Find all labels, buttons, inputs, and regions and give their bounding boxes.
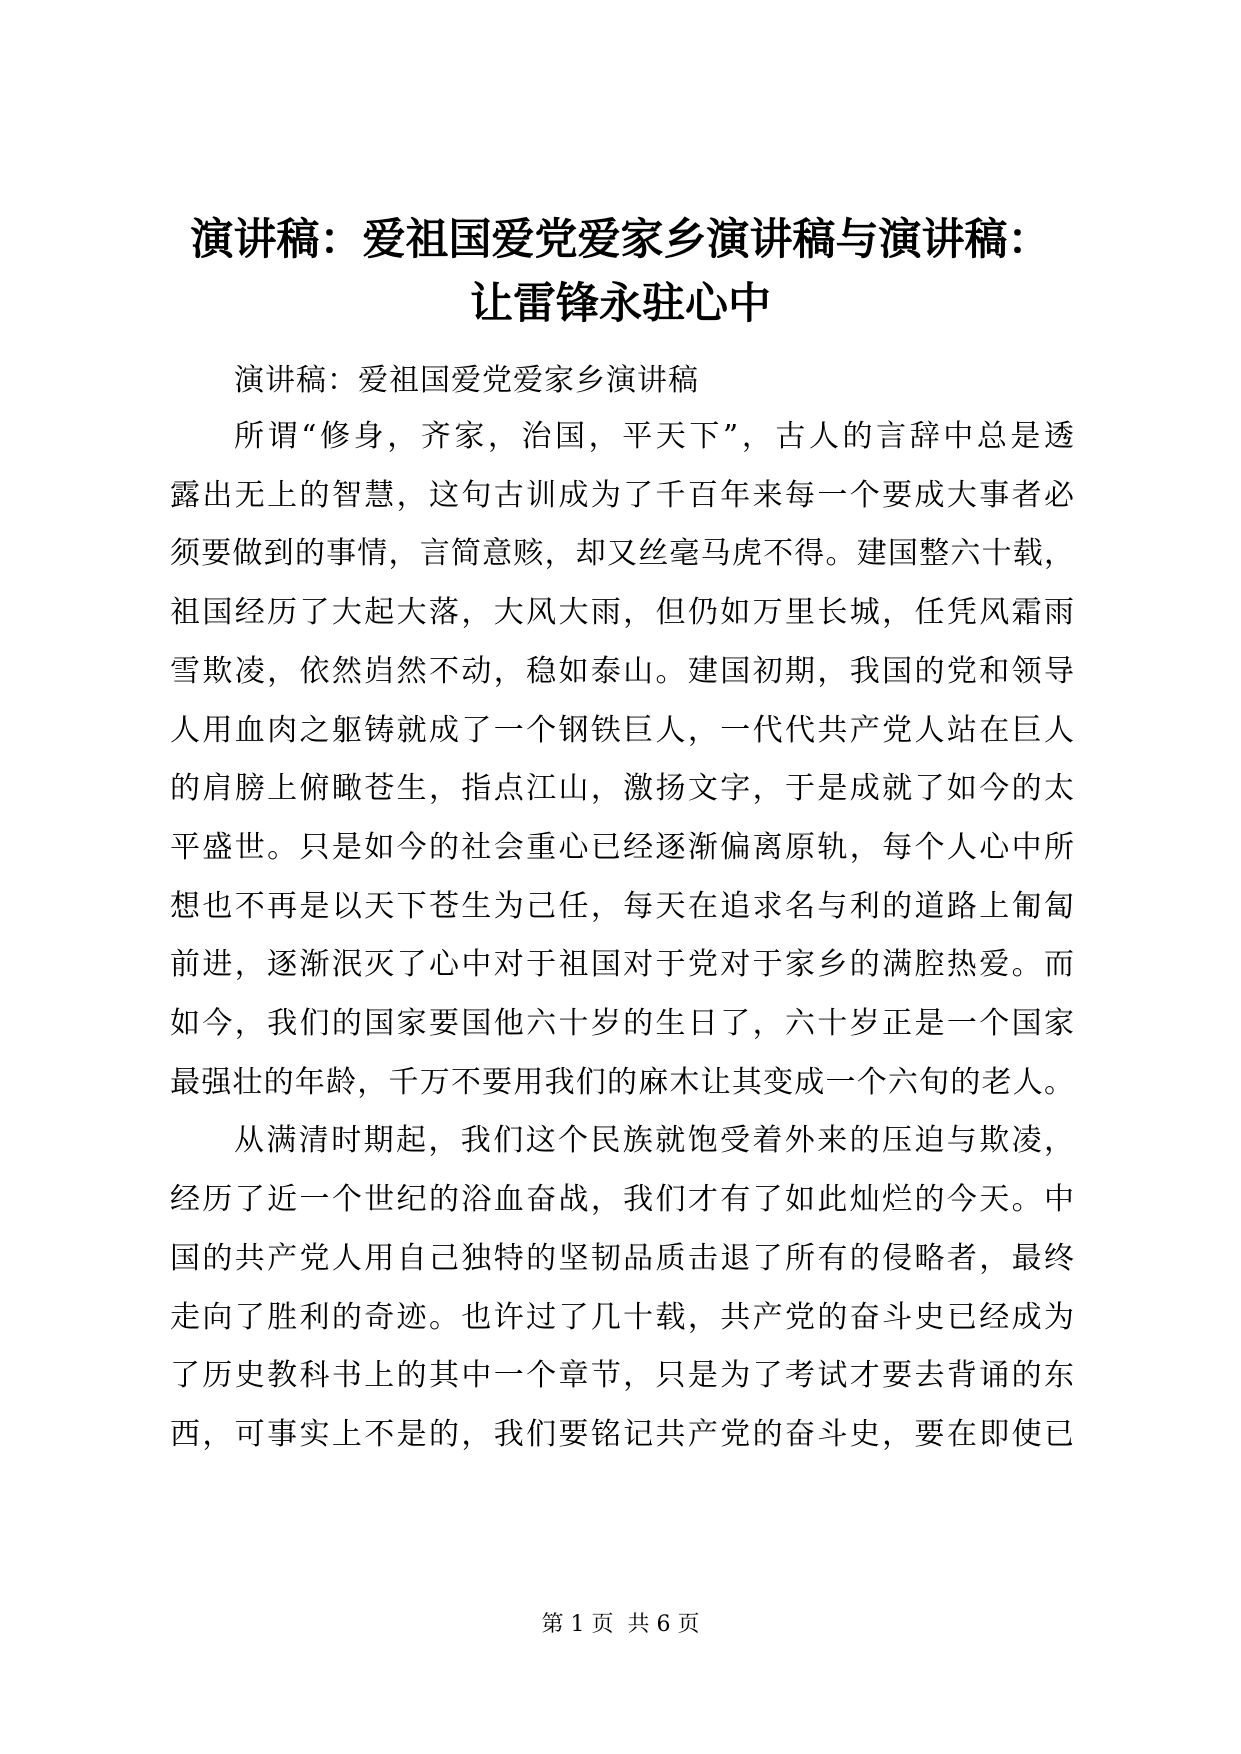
text-line: 露出无上的智慧，这句古训成为了千百年来每一个要成大事者必 bbox=[170, 477, 1074, 513]
page-total: 共 6 页 bbox=[627, 1612, 700, 1637]
text-line: 最强壮的年龄，千万不要用我们的麻木让其变成一个六旬的老人。 bbox=[170, 1064, 1074, 1100]
text-line: 须要做到的事情，言简意赅，却又丝毫马虎不得。建国整六十载， bbox=[170, 536, 1074, 572]
text-line: 的肩膀上俯瞰苍生，指点江山，激扬文字，于是成就了如今的太 bbox=[170, 771, 1074, 807]
paragraph-2 bbox=[170, 1112, 1074, 1464]
document-body bbox=[170, 354, 1074, 1465]
text-line: 祖国经历了大起大落，大风大雨，但仍如万里长城，任凭风霜雨 bbox=[170, 595, 1074, 631]
document-title bbox=[150, 208, 1091, 336]
document-subtitle: 演讲稿：爱祖国爱党爱家乡演讲稿 bbox=[234, 363, 699, 398]
title-line: 让雷锋永驻心中 bbox=[470, 279, 771, 329]
text-line: 人用血肉之躯铸就成了一个钢铁巨人，一代代共产党人站在巨人 bbox=[170, 712, 1074, 748]
paragraph-1 bbox=[170, 408, 1074, 1112]
text-line: 走向了胜利的奇迹。也许过了几十载，共产党的奋斗史已经成为 bbox=[170, 1299, 1074, 1335]
text-line: 前进，逐渐泯灭了心中对于祖国对于党对于家乡的满腔热爱。而 bbox=[170, 947, 1074, 983]
text-line: 想也不再是以天下苍生为己任，每天在追求名与利的道路上匍匐 bbox=[170, 888, 1074, 924]
text-line: 了历史教科书上的其中一个章节，只是为了考试才要去背诵的东 bbox=[170, 1358, 1074, 1394]
text-line: 平盛世。只是如今的社会重心已经逐渐偏离原轨，每个人心中所 bbox=[170, 829, 1074, 865]
page-footer bbox=[0, 1610, 1241, 1640]
text-line: 经历了近一个世纪的浴血奋战，我们才有了如此灿烂的今天。中 bbox=[170, 1182, 1074, 1218]
text-line: 西，可事实上不是的，我们要铭记共产党的奋斗史，要在即使已 bbox=[170, 1416, 1074, 1452]
page-number: 第 1 页 bbox=[541, 1612, 614, 1637]
text-line: 如今，我们的国家要国他六十岁的生日了，六十岁正是一个国家 bbox=[170, 1006, 1074, 1042]
text-line: 从满清时期起，我们这个民族就饱受着外来的压迫与欺凌， bbox=[234, 1123, 1074, 1159]
text-line: 国的共产党人用自己独特的坚韧品质击退了所有的侵略者，最终 bbox=[170, 1240, 1074, 1276]
text-line: 雪欺凌，依然岿然不动，稳如泰山。建国初期，我国的党和领导 bbox=[170, 653, 1074, 689]
text-line: 所谓“修身，齐家，治国，平天下”，古人的言辞中总是透 bbox=[234, 419, 1074, 454]
title-line: 演讲稿：爱祖国爱党爱家乡演讲稿与演讲稿： bbox=[190, 215, 1051, 265]
